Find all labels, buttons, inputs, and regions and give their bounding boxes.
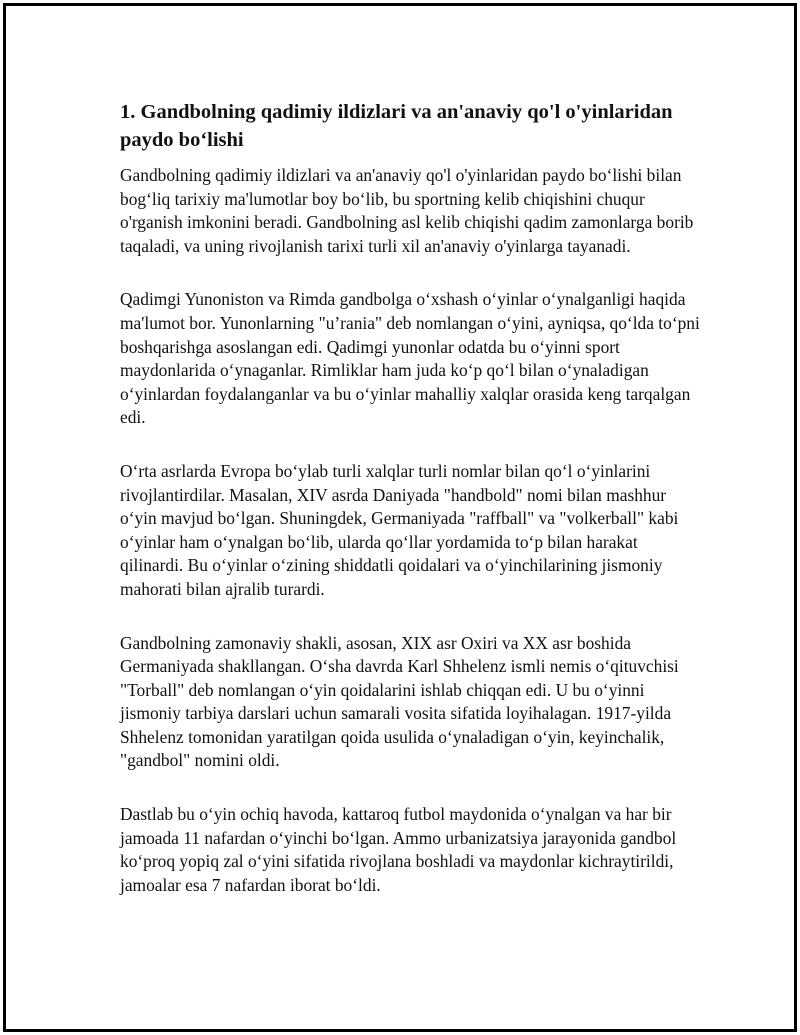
paragraph-1: Gandbolning qadimiy ildizlari va an'anaviy qo'l o'yinlaridan paydo bo‘lishi bilan bog‘liq tarixiy ma'lumotlar boy bo‘lib, bu sportning kelib chiqishini chuqur o'rganish imkonini beradi. Gandbolning asl kelib chiqishi qadim zamonlarga borib taqaladi, va uning rivojlanish tarixi turli xil an'anaviy o'yinlarga tayanadi.	[120, 165, 694, 256]
section-heading: 1. Gandbolning qadimiy ildizlari va an'anaviy qo'l o'yinlaridan paydo bo‘lishi	[120, 101, 673, 151]
paragraph-5: Dastlab bu o‘yin ochiq havoda, kattaroq futbol maydonida o‘ynalgan va har bir jamoada 11 nafardan o‘yinchi bo‘lgan. Ammo urbanizatsiya jarayonida gandbol ko‘proq yopiq zal o‘yini sifatida rivojlana boshladi va maydonlar kichraytirildi, jamoalar esa 7 nafardan iborat bo‘ldi.	[120, 804, 677, 895]
document-body	[120, 98, 700, 927]
paragraph-3: O‘rta asrlarda Evropa bo‘ylab turli xalqlar turli nomlar bilan qo‘l o‘yinlarini rivojlantirdilar. Masalan, XIV asrda Daniyada "handbold" nomi bilan mashhur o‘yin mavjud bo‘lgan. Shuningdek, Germaniyada "raffball" va "volkerball" kabi o‘yinlar ham o‘ynalgan bo‘lib, ularda qo‘llar yordamida to‘p bilan harakat qilinardi. Bu o‘yinlar o‘zining shiddatli qoidalari va o‘yinchilarining jismoniy mahorati bilan ajralib turardi.	[120, 460, 679, 599]
page-border	[3, 3, 797, 1032]
paragraph-4: Gandbolning zamonaviy shakli, asosan, XIX asr Oxiri va XX asr boshida Germaniyada shakllangan. O‘sha davrda Karl Shhelenz ismli nemis o‘qituvchisi "Torball" deb nomlangan o‘yin qoidalarini ishlab chiqqan edi. U bu o‘yinni jismoniy tarbiya darslari uchun samarali vosita sifatida loyihalagan. 1917-yilda Shhelenz tomonidan yaratilgan qoida usulida o‘ynaladigan o‘yin, keyinchalik, "gandbol" nomini oldi.	[120, 632, 679, 771]
paragraph-2: Qadimgi Yunoniston va Rimda gandbolga o‘xshash o‘yinlar o‘ynalganligi haqida ma'lumot bor. Yunonlarning "u’rania" deb nomlangan o‘yini, ayniqsa, qo‘lda to‘pni boshqarishga asoslangan edi. Qadimgi yunonlar odatda bu o‘yinni sport maydonlarida o‘ynaganlar. Rimliklar ham juda ko‘p qo‘l bilan o‘ynaladigan o‘yinlardan foydalanganlar va bu o‘yinlar mahalliy xalqlar orasida keng tarqalgan edi.	[120, 289, 700, 428]
